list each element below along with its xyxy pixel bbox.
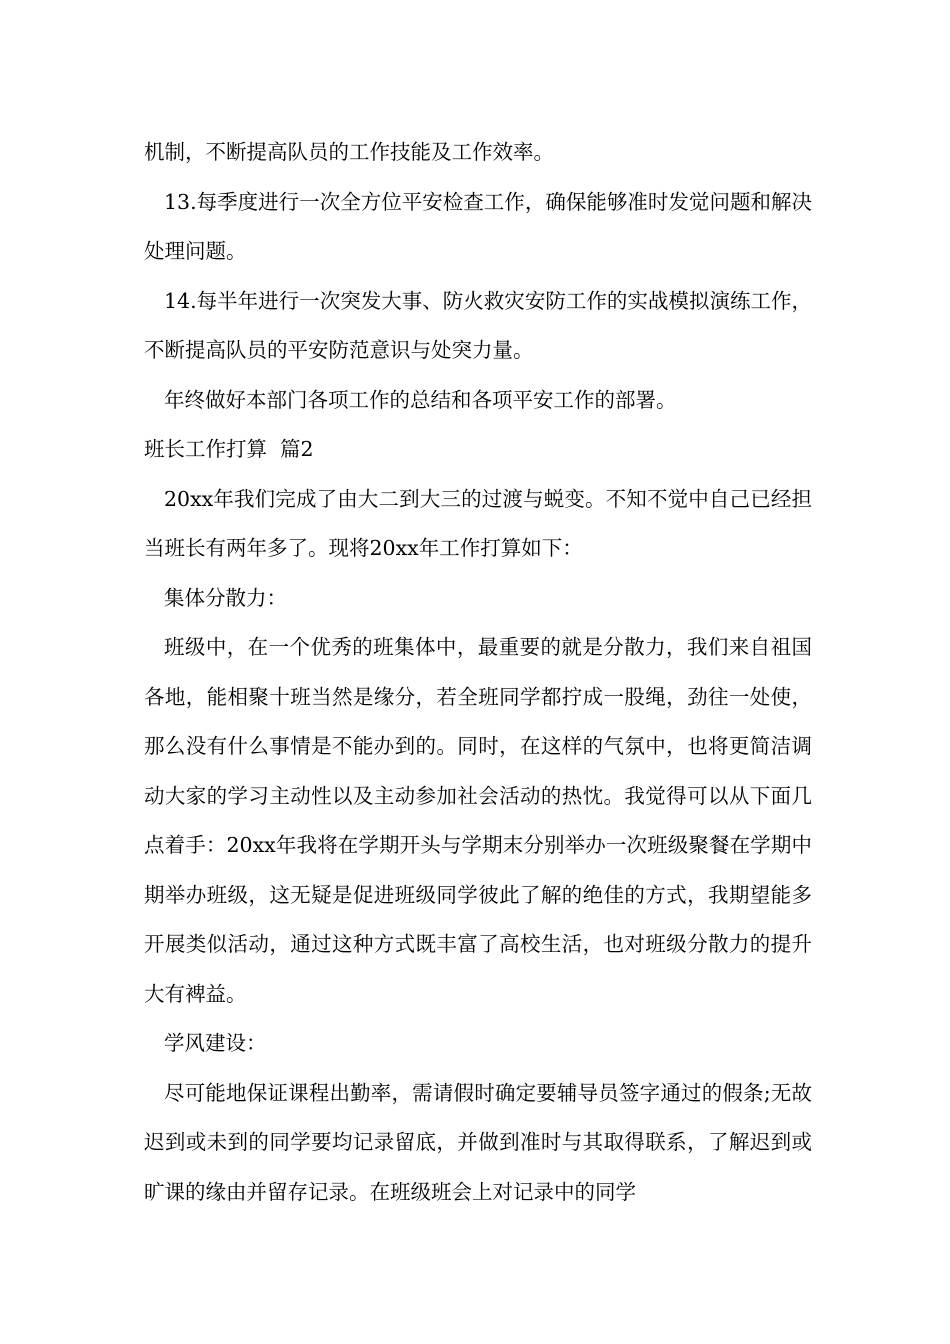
subheading: 集体分散力： [164,585,287,610]
paragraph: 尽可能地保证课程出勤率，需请假时确定要辅导员签字通过的假条;无故迟到或未到的同学要均记录留底，并做到准时与其取得联系，了解迟到或旷课的缘由并留存记录。在班级班会上对记录中的同学 [144,1080,812,1204]
subheading: 学风建设： [164,1031,267,1055]
section-heading: 班长工作打算 篇2 [144,437,314,461]
paragraph: 机制，不断提高队员的工作技能及工作效率。 [144,140,554,164]
document-body [144,128,812,1217]
paragraph: 年终做好本部门各项工作的总结和各项平安工作的部署。 [164,387,677,412]
paragraph: 13.每季度进行一次全方位平安检查工作，确保能够准时发觉问题和解决处理问题。 [144,189,812,263]
paragraph: 20xx年我们完成了由大二到大三的过渡与蜕变。不知不觉中自己已经担当班长有两年多了。现将20xx年工作打算如下： [144,486,812,560]
paragraph: 班级中，在一个优秀的班集体中，最重要的就是分散力，我们来自祖国各地，能相聚十班当然是缘分，若全班同学都拧成一股绳，劲往一处使，那么没有什么事情是不能办到的。同时，在这样的气氛中，也将更简洁调动大家的学习主动性以及主动参加社会活动的热忱。我觉得可以从下面几点着手：20xx年我将在学期开头与学期末分别举办一次班级聚餐在学期中期举办班级，这无疑是促进班级同学彼此了解的绝佳的方式，我期望能多开展类似活动，通过这种方式既丰富了高校生活，也对班级分散力的提升大有裨益。 [144,635,812,1006]
paragraph: 14.每半年进行一次突发大事、防火救灾安防工作的实战模拟演练工作，不断提高队员的平安防范意识与处突力量。 [144,288,812,362]
